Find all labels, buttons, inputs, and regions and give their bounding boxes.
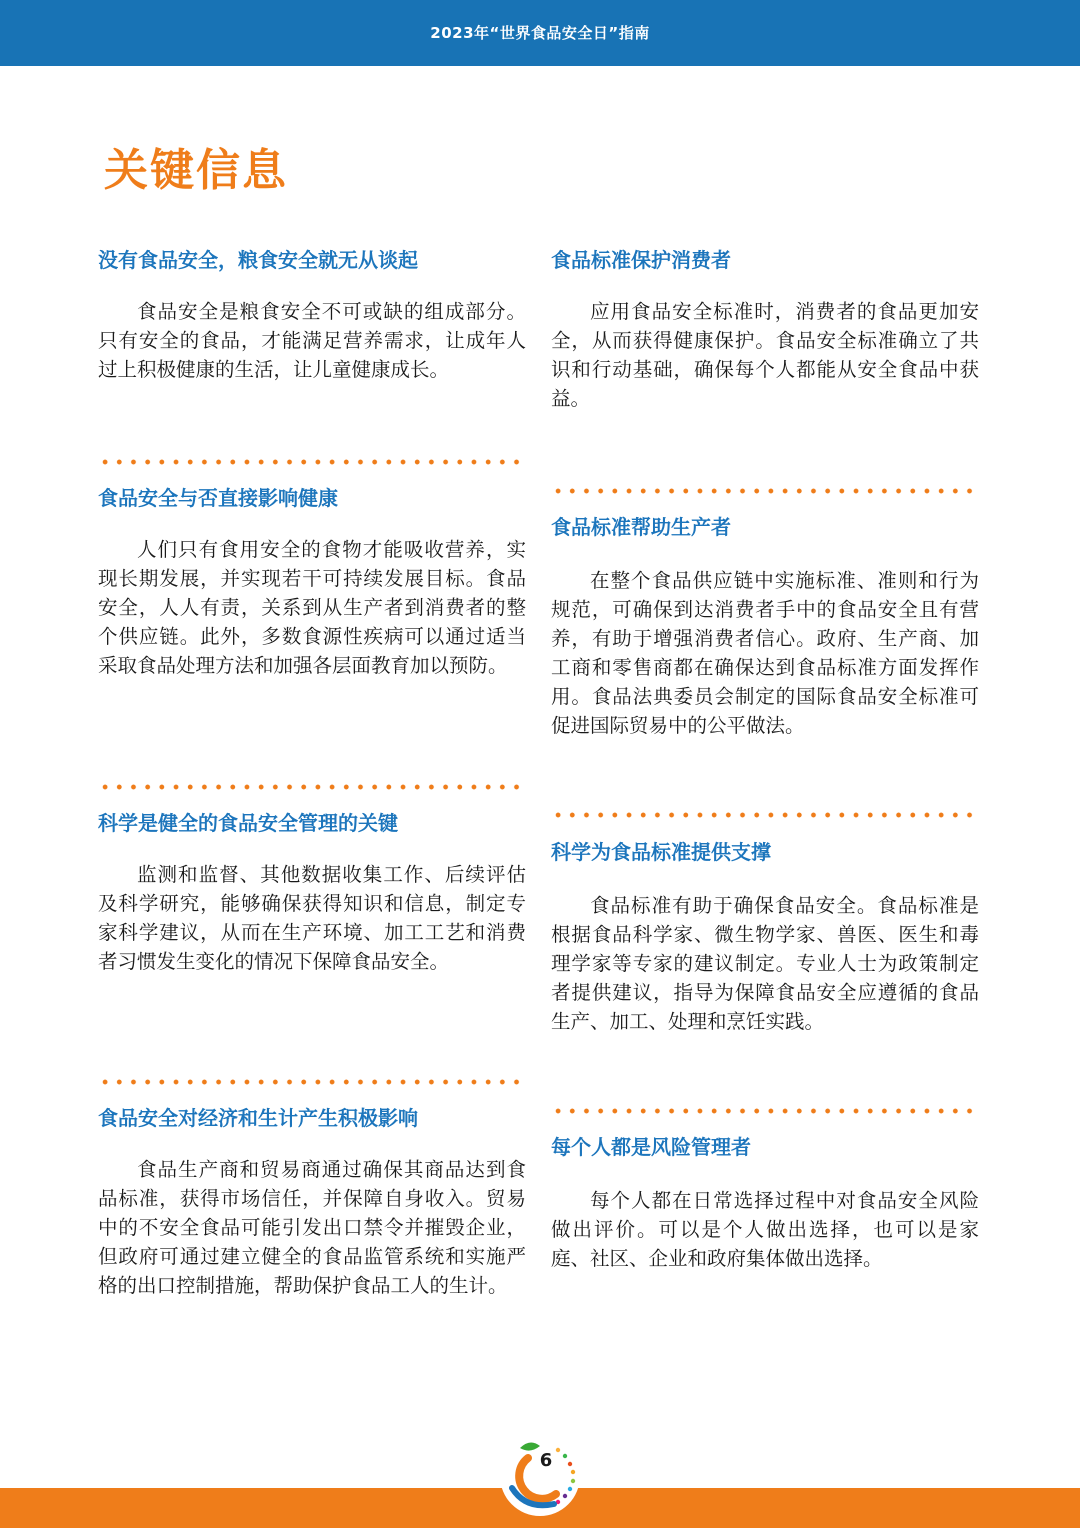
section-health-impact — [98, 483, 526, 680]
section-economy-livelihood — [98, 1103, 526, 1300]
header-title: 2023年“世界食品安全日”指南 — [430, 24, 650, 42]
section-body: 每个人都在日常选择过程中对食品安全风险做出评价。可以是个人做出选择，也可以是家庭、社区、企业和政府集体做出选择。 — [551, 1189, 979, 1270]
dotted-divider — [551, 488, 979, 494]
header-bar — [0, 0, 1080, 66]
dotted-divider — [98, 459, 526, 465]
section-standards-consumers — [551, 245, 979, 413]
section-heading: 食品安全与否直接影响健康 — [98, 486, 338, 510]
section-heading: 食品安全对经济和生计产生积极影响 — [98, 1106, 418, 1130]
dotted-divider — [98, 784, 526, 790]
dotted-divider — [551, 1108, 979, 1114]
section-risk-managers — [551, 1132, 979, 1273]
section-heading: 食品标准保护消费者 — [551, 248, 731, 272]
section-heading: 没有食品安全，粮食安全就无从谈起 — [98, 248, 418, 272]
section-science-standards — [551, 837, 979, 1036]
section-food-security — [98, 245, 526, 384]
world-food-safety-day-logo-icon — [498, 1434, 582, 1518]
section-science-management — [98, 808, 526, 976]
dotted-divider — [551, 812, 979, 818]
section-body: 人们只有食用安全的食物才能吸收营养，实现长期发展，并实现若干可持续发展目标。食品安全，人人有责，关系到从生产者到消费者的整个供应链。此外，多数食源性疾病可以通过适当采取食品处理方法和加强各层面教育加以预防。 — [98, 538, 526, 677]
section-body: 在整个食品供应链中实施标准、准则和行为规范，可确保到达消费者手中的食品安全且有营养，有助于增强消费者信心。政府、生产商、加工商和零售商都在确保达到食品标准方面发挥作用。食品法典委员会制定的国际食品安全标准可促进国际贸易中的公平做法。 — [551, 569, 979, 737]
page-number: 6 — [539, 1450, 553, 1471]
section-body: 应用食品安全标准时，消费者的食品更加安全，从而获得健康保护。食品安全标准确立了共识和行动基础，确保每个人都能从安全食品中获益。 — [551, 300, 979, 410]
page-title: 关键信息 — [104, 145, 288, 196]
section-body: 食品生产商和贸易商通过确保其商品达到食品标准，获得市场信任，并保障自身收入。贸易中的不安全食品可能引发出口禁令并摧毁企业，但政府可通过建立健全的食品监管系统和实施严格的出口控制措施，帮助保护食品工人的生计。 — [98, 1158, 526, 1297]
section-heading: 食品标准帮助生产者 — [551, 515, 731, 539]
section-standards-producers — [551, 512, 979, 740]
section-body: 食品标准有助于确保食品安全。食品标准是根据食品科学家、微生物学家、兽医、医生和毒理学家等专家的建议制定。专业人士为政策制定者提供建议，指导为保障食品安全应遵循的食品生产、加工、处理和烹饪实践。 — [551, 894, 979, 1033]
section-heading: 科学是健全的食品安全管理的关键 — [98, 811, 398, 835]
section-body: 食品安全是粮食安全不可或缺的组成部分。只有安全的食品，才能满足营养需求，让成年人过上积极健康的生活，让儿童健康成长。 — [98, 300, 526, 381]
dotted-divider — [98, 1079, 526, 1085]
section-heading: 每个人都是风险管理者 — [551, 1135, 751, 1159]
section-heading: 科学为食品标准提供支撑 — [551, 840, 771, 864]
section-body: 监测和监督、其他数据收集工作、后续评估及科学研究，能够确保获得知识和信息，制定专家科学建议，从而在生产环境、加工工艺和消费者习惯发生变化的情况下保障食品安全。 — [98, 863, 526, 973]
